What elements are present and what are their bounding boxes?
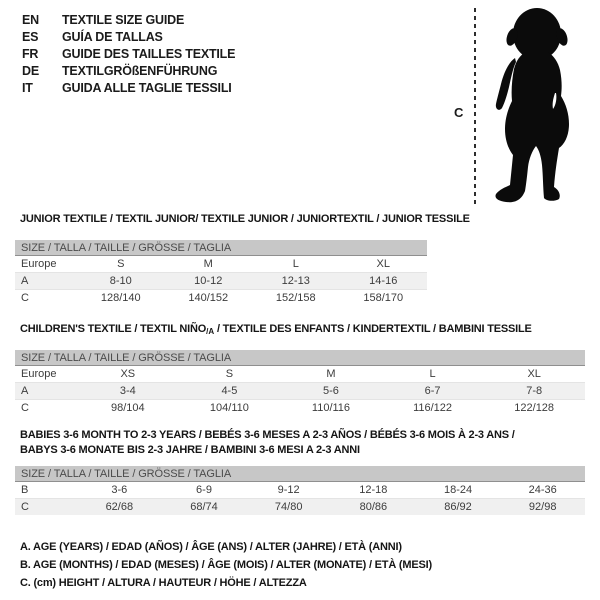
table-row [15,482,585,499]
value-cell: L [429,368,436,380]
children-textile-title [20,323,532,336]
value-cell: M [203,258,213,270]
note-age-years: A. AGE (YEARS) / EDAD (AÑOS) / ÂGE (ANS) / ALTER (JAHRE) / ETÀ (ANNI) [20,541,402,553]
value-cell: 3-6 [111,484,128,496]
value-cell: 116/122 [413,402,453,414]
table-row [15,499,585,515]
value-cell: 24-36 [528,484,557,496]
value-cell: 80/86 [359,501,388,513]
row-label-cell: B [21,484,29,496]
value-cell: 86/92 [444,501,472,513]
language-row [22,63,235,80]
value-cell: XL [376,258,390,270]
language-row [22,46,235,63]
value-cell: 12-18 [359,484,388,496]
language-code: FR [22,47,39,61]
size-header-bar: SIZE / TALLA / TAILLE / GRÖSSE / TAGLIA [15,350,585,366]
row-label-cell: Europe [21,258,57,270]
value-cell: 104/110 [209,402,249,414]
junior-textile-title: JUNIOR TEXTILE / TEXTIL JUNIOR/ TEXTILE JUNIOR / JUNIORTEXTIL / JUNIOR TESSILE [20,213,470,225]
children-size-table [15,350,585,416]
children-title-subscript: /A [206,327,215,336]
value-cell: 74/80 [274,501,303,513]
value-cell: 5-6 [323,385,339,397]
table-row [15,256,427,273]
value-cell: S [225,368,234,380]
guide-title: TEXTILGRÖßENFÜHRUNG [62,64,218,78]
guide-title: GUÍA DE TALLAS [62,30,163,44]
value-cell: 110/116 [311,402,351,414]
value-cell: 152/158 [275,292,316,304]
size-header-bar: SIZE / TALLA / TAILLE / GRÖSSE / TAGLIA [15,240,427,256]
language-row [22,80,235,97]
value-cell: 7-8 [526,385,543,397]
language-code: DE [22,64,39,78]
table-row [15,273,427,290]
guide-title: TEXTILE SIZE GUIDE [62,13,185,27]
value-cell: XL [527,368,541,380]
value-cell: L [292,258,299,270]
table-row [15,383,585,400]
row-label-cell: C [21,501,29,513]
value-cell: 98/104 [110,402,145,414]
value-cell: 8-10 [109,275,132,287]
value-cell: 62/68 [105,501,134,513]
language-code: ES [22,30,39,44]
table-row [15,366,585,383]
value-cell: 92/98 [528,501,557,513]
value-cell: 12-13 [281,275,310,287]
value-cell: 122/128 [514,402,555,414]
babies-title-line-1: BABIES 3-6 MONTH TO 2-3 YEARS / BEBÉS 3-6 MESES A 2-3 AÑOS / BÉBÉS 3-6 MOIS À 2-3 ANS / [20,429,515,441]
row-label-cell: A [21,385,29,397]
size-header-bar: SIZE / TALLA / TAILLE / GRÖSSE / TAGLIA [15,466,585,482]
value-cell: 9-12 [277,484,300,496]
language-row [22,29,235,46]
value-cell: M [326,368,336,380]
baby-silhouette-image [482,6,588,208]
table-row [15,400,585,416]
value-cell: 3-4 [119,385,136,397]
value-cell: 6-9 [196,484,212,496]
babies-textile-title [20,428,585,458]
legend-notes [20,538,432,592]
language-row [22,12,235,29]
height-measure-dashed-line [474,8,476,206]
value-cell: 4-5 [221,385,238,397]
value-cell: 68/74 [190,501,218,513]
value-cell: 10-12 [194,275,223,287]
value-cell: 128/140 [100,292,141,304]
row-label-cell: C [21,292,29,304]
value-cell: 158/170 [363,292,404,304]
height-measure-label: C [454,105,464,120]
guide-title: GUIDE DES TAILLES TEXTILE [62,47,236,61]
row-label-cell: C [21,402,29,414]
children-title-pre: CHILDREN'S TEXTILE / TEXTIL NIÑO [20,323,207,335]
babies-size-table [15,466,585,515]
table-row [15,290,427,306]
language-title-list [22,12,235,97]
row-label-cell: Europe [21,368,57,380]
babies-title-line-2: BABYS 3-6 MONATE BIS 2-3 JAHRE / BAMBINI 3-6 MESI A 2-3 ANNI [20,444,360,456]
language-code: IT [22,81,33,95]
guide-title: GUIDA ALLE TAGLIE TESSILI [62,81,232,95]
row-label-cell: A [21,275,29,287]
value-cell: 18-24 [443,484,473,496]
junior-size-table [15,240,427,306]
value-cell: XS [120,368,136,380]
note-age-months: B. AGE (MONTHS) / EDAD (MESES) / ÂGE (MOIS) / ALTER (MONATE) / ETÀ (MESI) [20,559,432,571]
value-cell: 14-16 [369,275,398,287]
value-cell: 6-7 [424,385,441,397]
value-cell: 140/152 [188,292,229,304]
value-cell: S [117,258,125,270]
children-title-post: / TEXTILE DES ENFANTS / KINDERTEXTIL / BAMBINI TESSILE [214,323,532,335]
note-height-cm: C. (cm) HEIGHT / ALTURA / HAUTEUR / HÖHE / ALTEZZA [20,577,307,589]
language-code: EN [22,13,39,27]
